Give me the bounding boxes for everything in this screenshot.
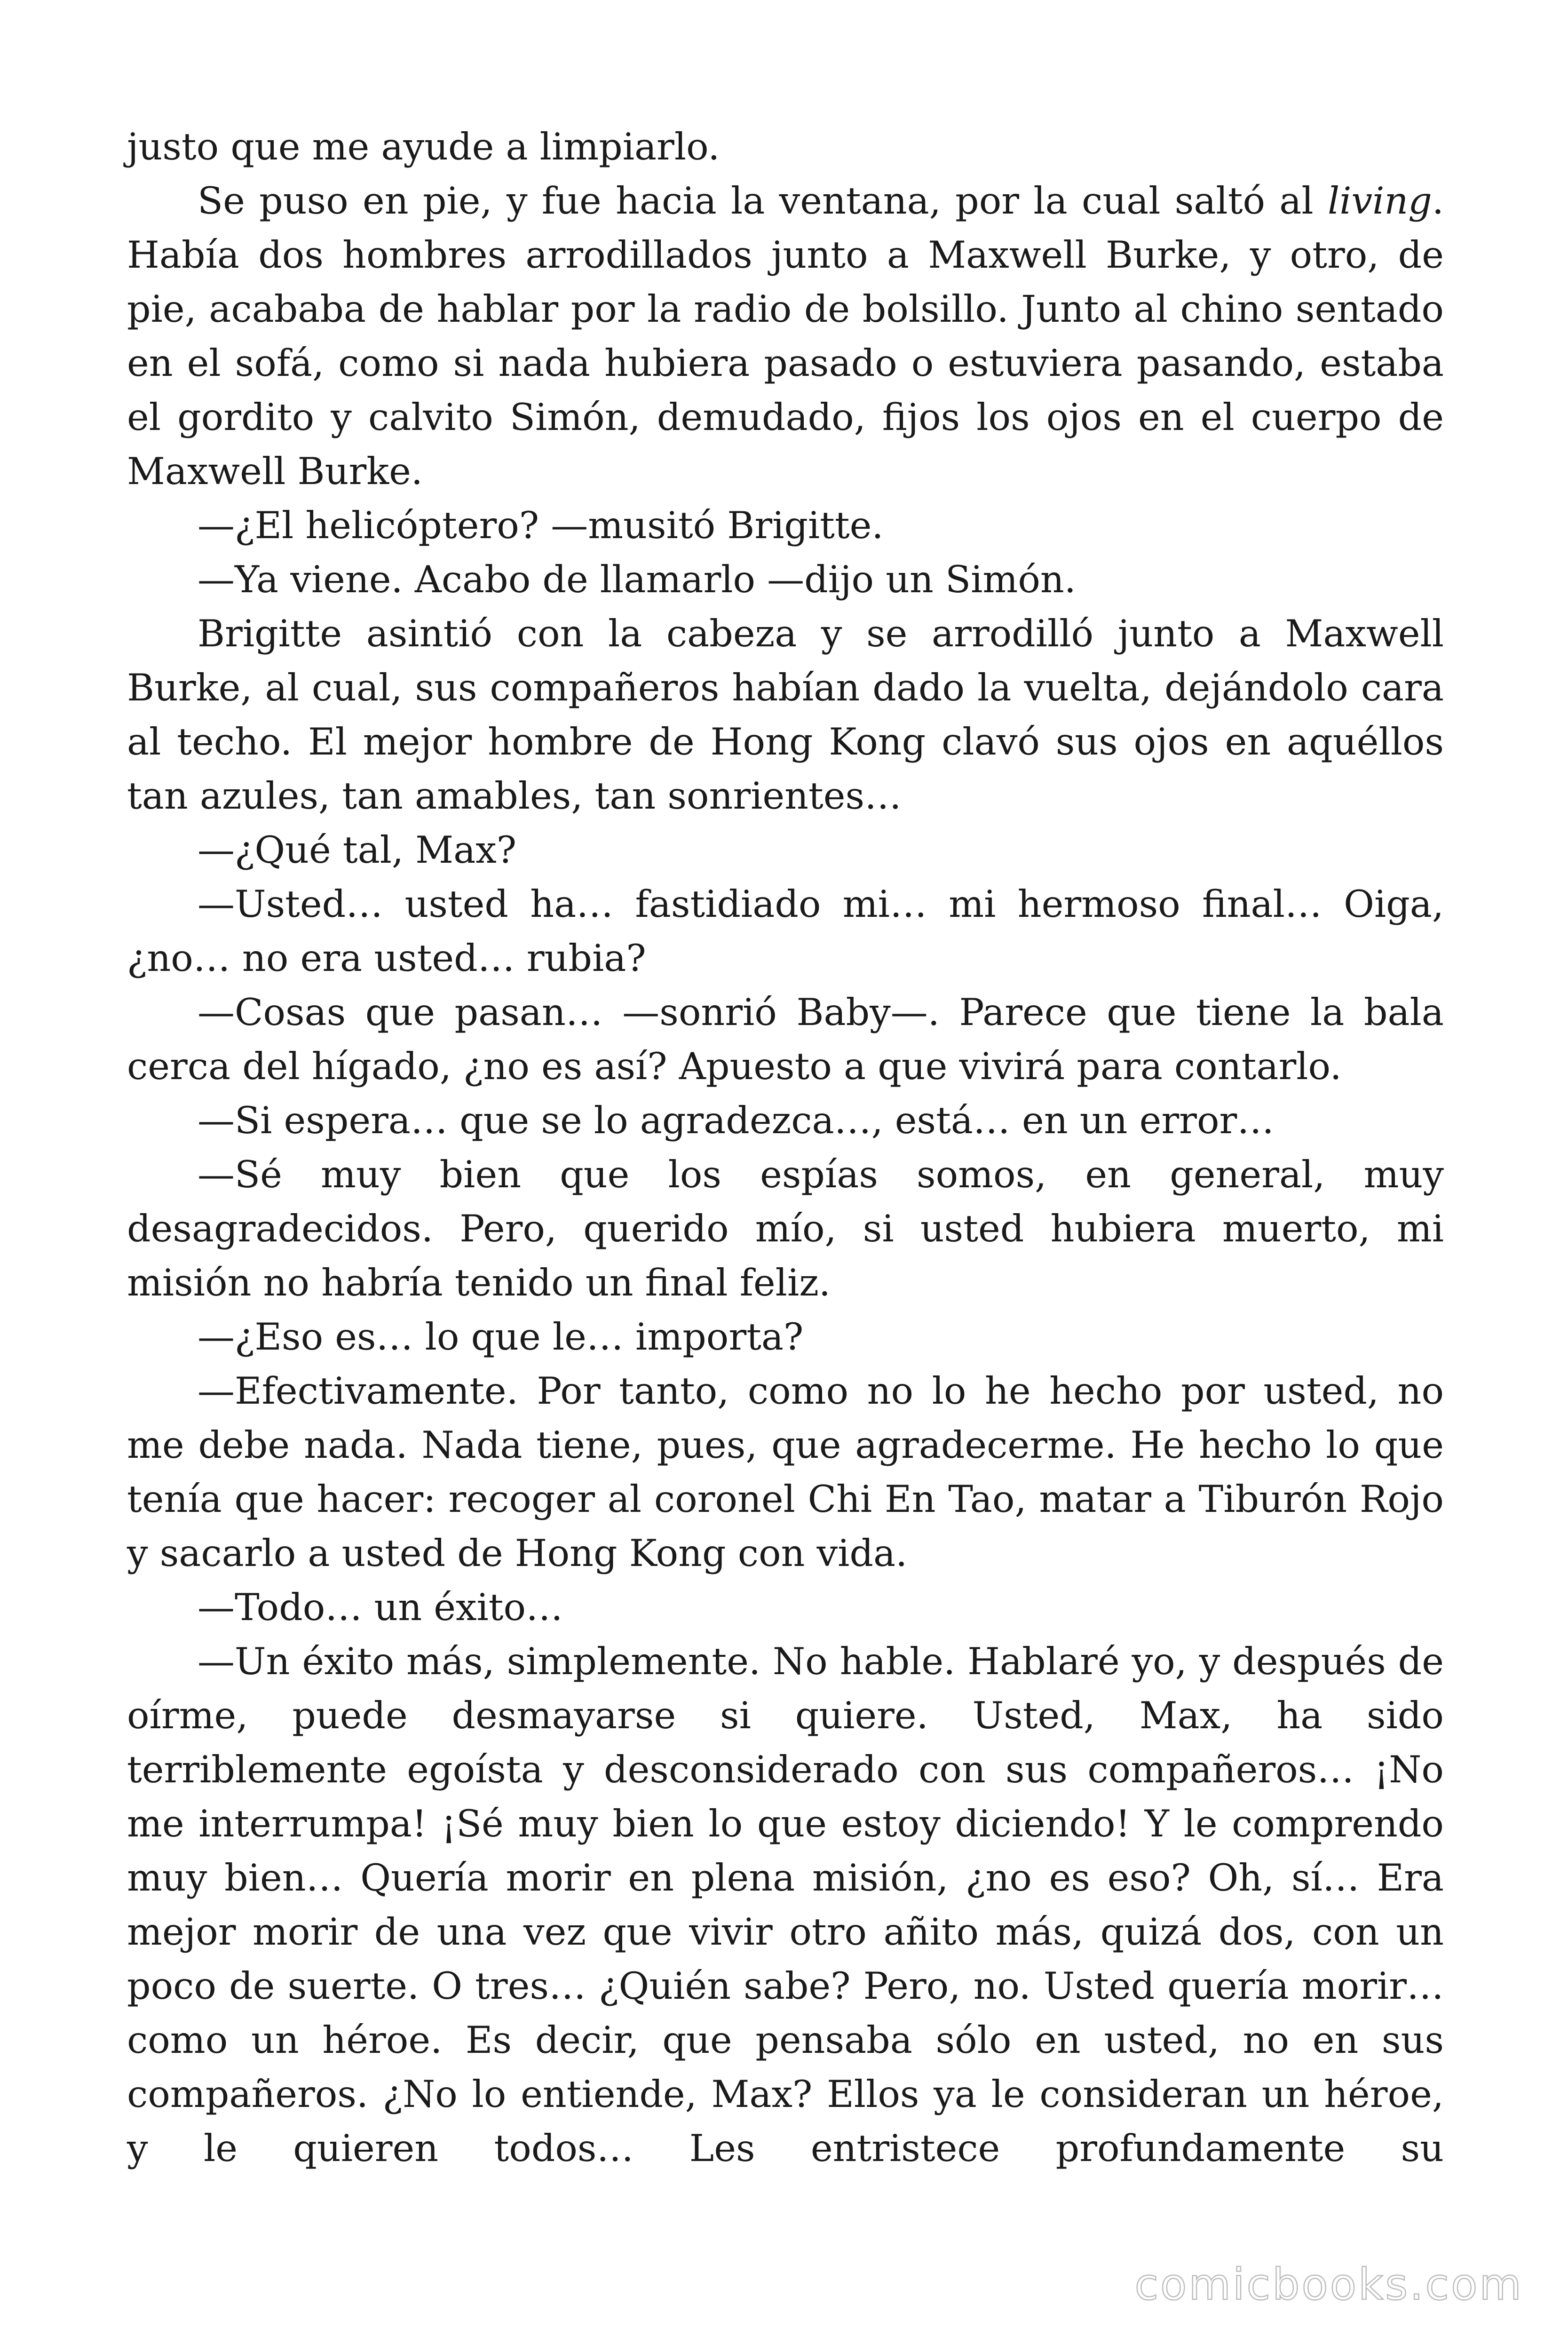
paragraph: —¿Qué tal, Max? xyxy=(198,828,517,872)
paragraph: —Cosas que pasan… —sonrió Baby—. Parece que tiene la bala cerca del hígado, ¿no es así? Apuesto a que vivirá para contarlo. xyxy=(127,991,1444,1088)
paragraph: justo que me ayude a limpiarlo. xyxy=(127,125,720,168)
paragraph: —Sé muy bien que los espías somos, en general, muy desagradecidos. Pero, querido mío, si usted hubiera muerto, mi misión no habría tenido un final feliz. xyxy=(127,1153,1444,1304)
paragraph: —Si espera… que se lo agradezca…, está… en un error… xyxy=(198,1099,1275,1142)
paragraph: —¿Eso es… lo que le… importa? xyxy=(198,1315,804,1359)
paragraph: —Usted… usted ha… fastidiado mi… mi hermoso final… Oiga, ¿no… no era usted… rubia? xyxy=(127,882,1444,980)
paragraph xyxy=(127,174,1444,499)
paragraph: —Todo… un éxito… xyxy=(198,1586,563,1629)
book-page-text xyxy=(127,120,1444,2176)
paragraph: —¿El helicóptero? —musitó Brigitte. xyxy=(198,504,884,547)
italic-word: living xyxy=(1327,179,1432,222)
paragraph-text: Se puso en pie, y fue hacia la ventana, por la cual saltó al xyxy=(198,179,1328,222)
watermark: comicbooks.com xyxy=(1134,2259,1523,2310)
paragraph: —Efectivamente. Por tanto, como no lo he hecho por usted, no me debe nada. Nada tiene, pues, que agradecerme. He hecho lo que tenía que hacer: recoger al coronel Chi En Tao, matar a Tiburón Rojo y sacarlo a usted de Hong Kong con vida. xyxy=(127,1369,1444,1575)
paragraph-text: . Había dos hombres arrodillados junto a Maxwell Burke, y otro, de pie, acababa de hablar por la radio de bolsillo. Junto al chino sentado en el sofá, como si nada hubiera pasado o estuviera pasando, estaba el gordito y calvito Simón, demudado, fijos los ojos en el cuerpo de Maxwell Burke. xyxy=(127,179,1444,493)
paragraph: —Un éxito más, simplemente. No hable. Hablaré yo, y después de oírme, puede desmayarse si quiere. Usted, Max, ha sido terriblemente egoísta y desconsiderado con sus compañeros… ¡No me interrumpa! ¡Sé muy bien lo que estoy diciendo! Y le comprendo muy bien… Quería morir en plena misión, ¿no es eso? Oh, sí… Era mejor morir de una vez que vivir otro añito más, quizá dos, con un poco de suerte. O tres… ¿Quién sabe? Pero, no. Usted quería morir… como un héroe. Es decir, que pensaba sólo en usted, no en sus compañeros. ¿No lo entiende, Max? Ellos ya le consideran un héroe, y le quieren todos… Les entristece profundamente su xyxy=(127,1640,1444,2170)
paragraph: —Ya viene. Acabo de llamarlo —dijo un Simón. xyxy=(198,558,1076,601)
paragraph: Brigitte asintió con la cabeza y se arrodilló junto a Maxwell Burke, al cual, sus compañeros habían dado la vuelta, dejándolo cara al techo. El mejor hombre de Hong Kong clavó sus ojos en aquéllos tan azules, tan amables, tan sonrientes… xyxy=(127,612,1444,818)
